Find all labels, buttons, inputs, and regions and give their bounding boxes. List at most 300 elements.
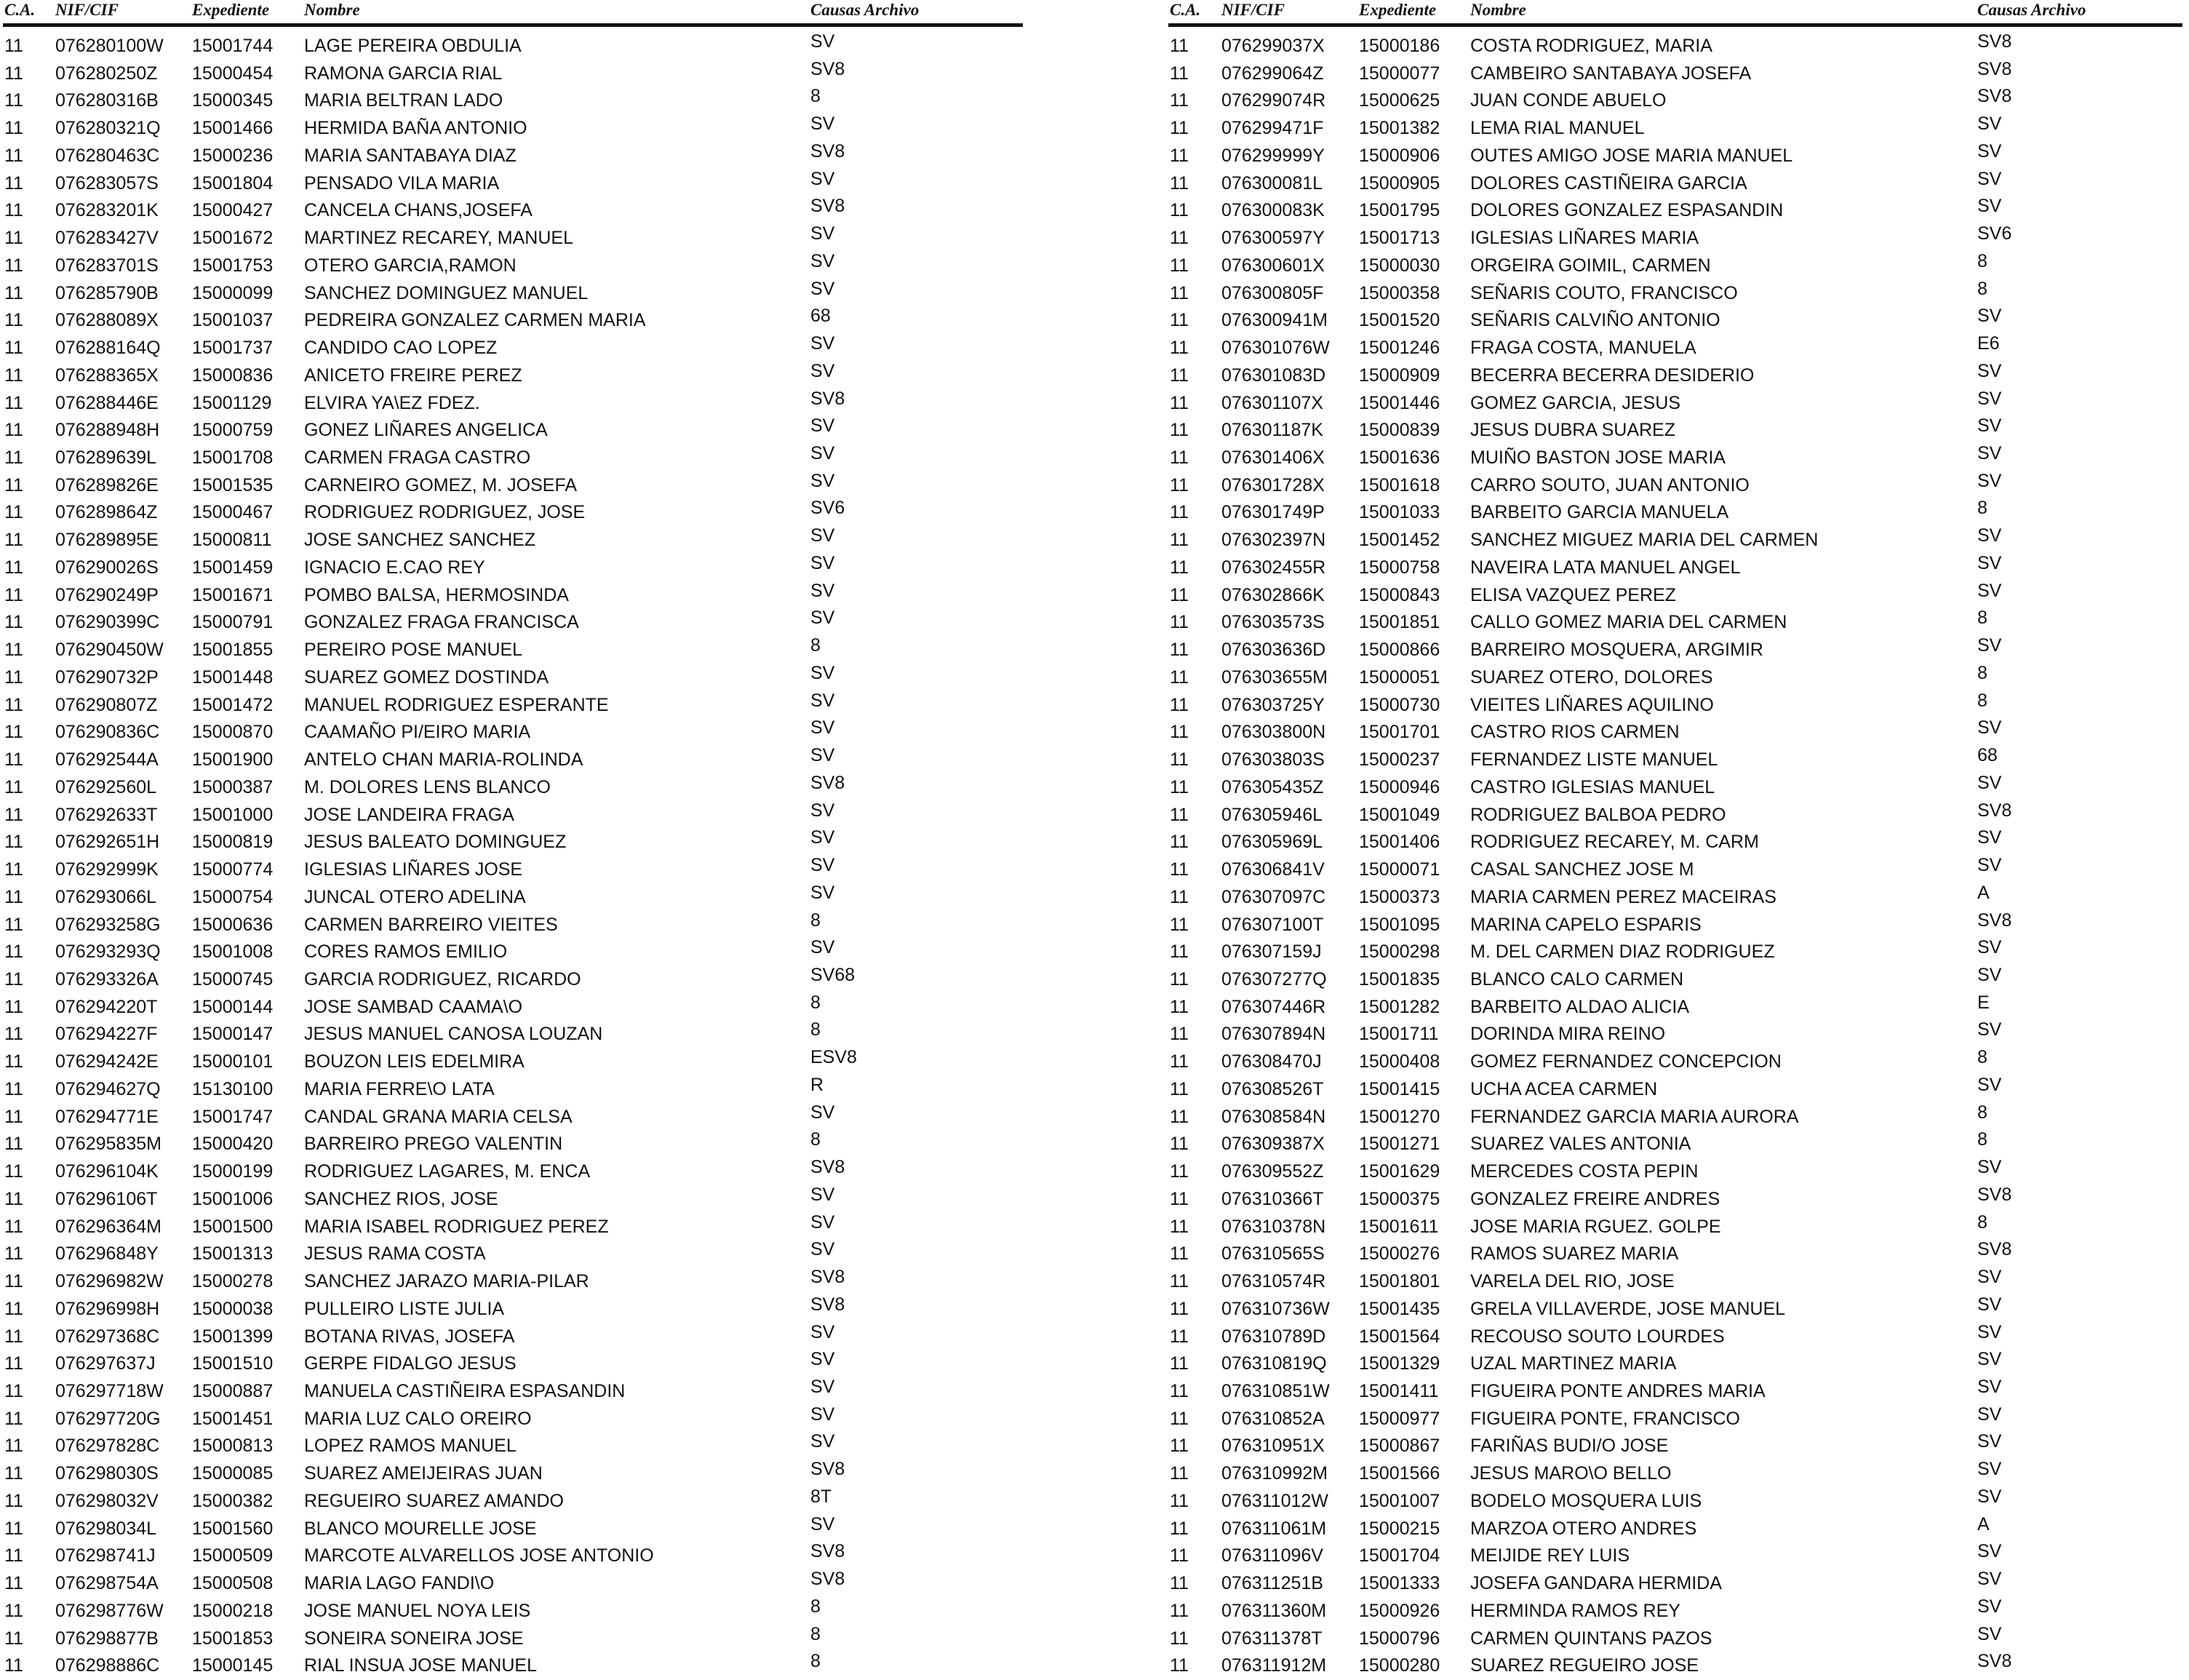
cell-ca: 11 (1170, 36, 1189, 56)
cell-causas: SV (810, 1404, 835, 1425)
table-row (1168, 1513, 2189, 1543)
cell-causas: SV (1977, 443, 2002, 464)
cell-expediente: 15000905 (1359, 172, 1440, 194)
cell-ca: 11 (4, 1380, 23, 1401)
table-row (1168, 140, 2189, 170)
cell-nombre: MARZOA OTERO ANDRES (1470, 1518, 1697, 1539)
cell-nombre: BLANCO MOURELLE JOSE (304, 1518, 537, 1539)
cell-ca: 11 (4, 1051, 23, 1072)
cell-nif: 076311096V (1221, 1545, 1323, 1566)
cell-causas: SV (1977, 1294, 2002, 1315)
cell-nombre: JESUS MARO\O BELLO (1470, 1463, 1672, 1484)
cell-nif: 076309552Z (1221, 1161, 1324, 1182)
cell-nif: 076294220T (55, 996, 158, 1017)
table-row (3, 909, 1029, 939)
cell-ca: 11 (4, 1408, 23, 1429)
cell-nif: 076307446R (1221, 996, 1326, 1017)
cell-nombre: HERMIDA BAÑA ANTONIO (304, 118, 527, 139)
cell-nombre: CARNEIRO GOMEZ, M. JOSEFA (304, 474, 578, 495)
cell-ca: 11 (1170, 63, 1189, 84)
cell-nif: 076307894N (1221, 1024, 1326, 1045)
cell-causas: SV (810, 1513, 835, 1534)
cell-expediente: 15000759 (192, 420, 274, 441)
cell-ca: 11 (1170, 1380, 1189, 1401)
cell-expediente: 15000382 (192, 1490, 274, 1511)
cell-expediente: 15000144 (192, 996, 274, 1017)
cell-expediente: 15001411 (1359, 1380, 1439, 1401)
cell-expediente: 15001472 (192, 694, 274, 715)
table-row (1168, 1241, 2189, 1268)
table-row (1168, 335, 2189, 362)
cell-causas: 8 (1977, 250, 1987, 271)
table-row (1168, 554, 2189, 582)
cell-nombre: JOSEFA GANDARA HERMIDA (1470, 1573, 1722, 1594)
cell-nombre: MARIA LUZ CALO OREIRO (304, 1408, 532, 1429)
cell-nombre: BARREIRO PREGO VALENTIN (304, 1134, 563, 1155)
cell-ca: 11 (4, 1436, 23, 1457)
cell-causas: SV8 (1977, 31, 2012, 52)
cell-expediente: 15001520 (1359, 310, 1440, 331)
cell-expediente: 15000051 (1359, 666, 1440, 688)
cell-nif: 076288948H (55, 420, 160, 441)
table-row (1168, 115, 2189, 143)
table-row (3, 692, 1029, 720)
cell-causas: 8 (1977, 278, 1987, 299)
cell-causas: SV (1977, 1376, 2002, 1397)
cell-nombre: GARCIA RODRIGUEZ, RICARDO (304, 968, 581, 990)
cell-causas: 8 (1977, 608, 1987, 629)
table-row (1168, 1570, 2189, 1598)
cell-nif: 076297637J (55, 1353, 156, 1374)
cell-nombre: MARINA CAPELO ESPARIS (1470, 914, 1702, 935)
cell-causas: SV (1977, 1349, 2002, 1370)
cell-nombre: JESUS MANUEL CANOSA LOUZAN (304, 1024, 603, 1045)
cell-causas: SV (810, 717, 835, 739)
cell-nif: 076299064Z (1221, 63, 1324, 84)
cell-nombre: JOSE SANCHEZ SANCHEZ (304, 530, 536, 551)
cell-causas: SV (810, 114, 835, 135)
cell-expediente: 15001282 (1359, 996, 1440, 1017)
cell-ca: 11 (4, 90, 23, 111)
cell-nombre: MARIA SANTABAYA DIAZ (304, 145, 517, 166)
cell-ca: 11 (4, 36, 23, 56)
cell-nombre: JOSE MANUEL NOYA LEIS (304, 1600, 531, 1621)
table-row (3, 1131, 1029, 1158)
cell-ca: 11 (4, 640, 23, 661)
table-row (1168, 1048, 2189, 1076)
cell-expediente: 15000420 (192, 1134, 274, 1155)
header-expediente: Expediente (192, 1, 270, 19)
cell-nif: 076303800N (1221, 722, 1326, 743)
cell-nif: 076290399C (55, 612, 160, 633)
cell-causas: SV (810, 223, 835, 244)
cell-expediente: 15000071 (1359, 859, 1440, 880)
cell-nombre: PULLEIRO LISTE JULIA (304, 1298, 505, 1319)
cell-nif: 076311061M (1221, 1518, 1327, 1539)
cell-nif: 076297368C (55, 1326, 160, 1347)
cell-nif: 076280100W (55, 36, 164, 56)
cell-nombre: CANDAL GRANA MARIA CELSA (304, 1106, 573, 1127)
cell-expediente: 15000906 (1359, 145, 1440, 166)
cell-ca: 11 (1170, 776, 1189, 797)
cell-causas: SV (1977, 964, 2002, 985)
cell-nombre: FERNANDEZ GARCIA MARIA AURORA (1470, 1106, 1799, 1127)
cell-ca: 11 (1170, 722, 1189, 743)
cell-expediente: 15001329 (1359, 1353, 1440, 1374)
table-row (3, 1488, 1029, 1516)
table-row (1168, 280, 2189, 308)
cell-nombre: VARELA DEL RIO, JOSE (1470, 1271, 1675, 1292)
cell-expediente: 15001744 (192, 36, 274, 56)
cell-nombre: MERCEDES COSTA PEPIN (1470, 1161, 1699, 1182)
cell-ca: 11 (1170, 282, 1189, 303)
cell-causas: SV (810, 415, 835, 437)
cell-nif: 076290807Z (55, 694, 158, 715)
cell-ca: 11 (4, 1024, 23, 1045)
cell-ca: 11 (1170, 1436, 1189, 1457)
cell-nif: 076303636D (1221, 640, 1326, 661)
cell-expediente: 15001618 (1359, 474, 1440, 495)
table-row (3, 115, 1029, 143)
cell-nombre: UZAL MARTINEZ MARIA (1470, 1353, 1677, 1374)
cell-expediente: 15000099 (192, 282, 274, 303)
cell-nif: 076311251B (1221, 1573, 1323, 1594)
table-row (1168, 909, 2189, 939)
cell-nif: 076294227F (55, 1024, 158, 1045)
cell-nombre: BOUZON LEIS EDELMIRA (304, 1051, 525, 1072)
cell-nombre: GONZALEZ FRAGA FRANCISCA (304, 612, 579, 633)
cell-expediente: 15000977 (1359, 1408, 1440, 1429)
cell-ca: 11 (4, 804, 23, 825)
cell-ca: 11 (4, 941, 23, 963)
cell-expediente: 15000101 (192, 1051, 274, 1072)
table-row (3, 1652, 1029, 1680)
cell-causas: SV (1977, 196, 2002, 217)
cell-expediente: 15001560 (192, 1518, 274, 1539)
cell-ca: 11 (1170, 1490, 1189, 1511)
cell-nif: 076301187K (1221, 420, 1323, 441)
cell-expediente: 15001399 (192, 1326, 274, 1347)
cell-causas: SV (810, 168, 835, 189)
cell-nombre: RODRIGUEZ RECAREY, M. CARM (1470, 832, 1759, 853)
cell-ca: 11 (1170, 640, 1189, 661)
cell-nombre: JOSE LANDEIRA FRAGA (304, 804, 514, 825)
cell-causas: SV (1977, 114, 2002, 135)
cell-nombre: CARRO SOUTO, JUAN ANTONIO (1470, 474, 1750, 495)
header-causas: Causas Archivo (1977, 1, 2086, 19)
cell-expediente: 15001629 (1359, 1161, 1440, 1182)
table-row (1168, 1433, 2189, 1460)
cell-nombre: RECOUSO SOUTO LOURDES (1470, 1326, 1725, 1347)
header-rule (1168, 23, 2182, 27)
cell-nombre: RAMONA GARCIA RIAL (304, 63, 503, 84)
cell-nombre: CASTRO RIOS CARMEN (1470, 722, 1680, 743)
cell-nif: 076310366T (1221, 1188, 1324, 1209)
cell-expediente: 15001000 (192, 804, 274, 825)
table-row (1168, 1406, 2189, 1433)
cell-expediente: 15000038 (192, 1298, 274, 1319)
cell-nombre: FRAGA COSTA, MANUELA (1470, 338, 1696, 359)
cell-causas: E6 (1977, 333, 2000, 354)
cell-nif: 076288164Q (55, 338, 161, 359)
cell-ca: 11 (4, 1545, 23, 1566)
cell-nombre: ANTELO CHAN MARIA-ROLINDA (304, 749, 583, 771)
table-row (3, 362, 1029, 390)
right-column-block (1168, 0, 2189, 1676)
cell-causas: SV (1977, 388, 2002, 409)
cell-nombre: GRELA VILLAVERDE, JOSE MANUEL (1470, 1298, 1786, 1319)
table-row (1168, 1323, 2189, 1351)
table-row (3, 390, 1029, 418)
cell-causas: SV (810, 1239, 835, 1260)
cell-expediente: 15000796 (1359, 1628, 1440, 1649)
cell-expediente: 15001095 (1359, 914, 1440, 935)
table-row (3, 1158, 1029, 1186)
header-expediente: Expediente (1359, 1, 1437, 19)
cell-ca: 11 (1170, 1078, 1189, 1099)
cell-nombre: IGNACIO E.CAO REY (304, 557, 485, 578)
cell-nombre: SANCHEZ MIGUEZ MARIA DEL CARMEN (1470, 530, 1819, 551)
table-row (3, 582, 1029, 610)
cell-causas: SV (1977, 772, 2002, 793)
table-row (1168, 60, 2189, 88)
cell-nombre: CORES RAMOS EMILIO (304, 941, 508, 963)
cell-nombre: FIGUEIRA PONTE ANDRES MARIA (1470, 1380, 1766, 1401)
cell-expediente: 15001711 (1359, 1024, 1439, 1045)
cell-ca: 11 (1170, 1408, 1189, 1429)
cell-nombre: LAGE PEREIRA OBDULIA (304, 36, 522, 56)
table-header (1168, 0, 2189, 22)
table-body (3, 33, 1029, 1680)
cell-expediente: 15000375 (1359, 1188, 1440, 1209)
cell-ca: 11 (4, 749, 23, 771)
cell-expediente: 15001448 (192, 666, 274, 688)
cell-nombre: JESUS DUBRA SUAREZ (1470, 420, 1676, 441)
cell-nombre: MUIÑO BASTON JOSE MARIA (1470, 447, 1726, 469)
cell-nif: 076310819Q (1221, 1353, 1327, 1374)
cell-nif: 076311012W (1221, 1490, 1328, 1511)
table-row (3, 1048, 1029, 1076)
table-row (3, 939, 1029, 966)
table-row (3, 1268, 1029, 1296)
cell-causas: SV (1977, 1623, 2002, 1644)
cell-causas: SV (1977, 1569, 2002, 1590)
table-row (3, 499, 1029, 527)
cell-nif: 076298741J (55, 1545, 156, 1566)
cell-nombre: RODRIGUEZ BALBOA PEDRO (1470, 804, 1726, 825)
cell-nombre: DORINDA MIRA REINO (1470, 1024, 1666, 1045)
cell-nombre: BODELO MOSQUERA LUIS (1470, 1490, 1702, 1511)
cell-nif: 076292633T (55, 804, 158, 825)
cell-ca: 11 (4, 530, 23, 551)
cell-causas: R (810, 1074, 824, 1095)
header-nif: NIF/CIF (1221, 1, 1285, 19)
cell-nombre: CAMBEIRO SANTABAYA JOSEFA (1470, 63, 1752, 84)
cell-causas: SV (1977, 470, 2002, 491)
cell-causas: SV (1977, 717, 2002, 739)
cell-nif: 076296982W (55, 1271, 164, 1292)
cell-expediente: 15001853 (192, 1628, 274, 1649)
cell-nif: 076301749P (1221, 502, 1325, 523)
cell-expediente: 15001246 (1359, 338, 1440, 359)
cell-nif: 076299999Y (1221, 145, 1325, 166)
cell-nif: 076294627Q (55, 1078, 161, 1099)
table-row (1168, 692, 2189, 720)
cell-ca: 11 (4, 338, 23, 359)
table-row (1168, 87, 2189, 115)
cell-ca: 11 (4, 859, 23, 880)
table-row (3, 197, 1029, 225)
cell-expediente: 15001671 (192, 584, 274, 605)
cell-ca: 11 (4, 612, 23, 633)
cell-ca: 11 (1170, 502, 1189, 523)
cell-nif: 076302397N (1221, 530, 1326, 551)
cell-causas: 8T (810, 1486, 832, 1507)
cell-nombre: JOSE MARIA RGUEZ. GOLPE (1470, 1216, 1721, 1237)
cell-nif: 076310951X (1221, 1436, 1325, 1457)
cell-nombre: HERMINDA RAMOS REY (1470, 1600, 1680, 1621)
cell-expediente: 15000298 (1359, 941, 1440, 963)
table-row (1168, 829, 2189, 856)
table-row (3, 1076, 1029, 1104)
cell-expediente: 15000373 (1359, 886, 1440, 907)
cell-nombre: DOLORES CASTIÑEIRA GARCIA (1470, 172, 1747, 194)
cell-causas: 8 (810, 1019, 821, 1040)
cell-expediente: 15000237 (1359, 749, 1440, 771)
cell-nif: 076303725Y (1221, 694, 1325, 715)
table-row (3, 966, 1029, 994)
cell-expediente: 15001129 (192, 392, 272, 413)
cell-nif: 076298776W (55, 1600, 164, 1621)
cell-causas: SV8 (1977, 1239, 2012, 1260)
cell-expediente: 15000077 (1359, 63, 1440, 84)
cell-nombre: MARTINEZ RECAREY, MANUEL (304, 228, 573, 249)
cell-nif: 076298030S (55, 1463, 159, 1484)
cell-causas: SV (810, 662, 835, 683)
cell-expediente: 15000791 (192, 612, 274, 633)
cell-causas: SV6 (1977, 223, 2012, 244)
table-row (3, 170, 1029, 198)
cell-nif: 076301107X (1221, 392, 1323, 413)
cell-ca: 11 (4, 502, 23, 523)
cell-causas: SV (1977, 855, 2002, 876)
cell-nif: 076296848Y (55, 1243, 159, 1265)
cell-expediente: 15000427 (192, 200, 274, 221)
cell-expediente: 15000358 (1359, 282, 1440, 303)
cell-nif: 076297828C (55, 1436, 160, 1457)
cell-causas: 8 (810, 909, 821, 931)
cell-ca: 11 (4, 118, 23, 139)
cell-expediente: 15001564 (1359, 1326, 1440, 1347)
cell-nif: 076302866K (1221, 584, 1325, 605)
cell-causas: 8 (810, 992, 821, 1013)
table-row (1168, 664, 2189, 692)
cell-nif: 076283701S (55, 255, 159, 276)
cell-nif: 076289895E (55, 530, 159, 551)
cell-nif: 076311360M (1221, 1600, 1327, 1621)
cell-causas: SV8 (1977, 1184, 2012, 1205)
cell-ca: 11 (4, 1628, 23, 1649)
table-row (1168, 1488, 2189, 1516)
cell-nif: 076290732P (55, 666, 159, 688)
cell-ca: 11 (1170, 1353, 1189, 1374)
table-row (1168, 994, 2189, 1022)
cell-expediente: 15000909 (1359, 365, 1440, 386)
cell-nif: 076280316B (55, 90, 159, 111)
cell-expediente: 15000866 (1359, 640, 1440, 661)
table-row (3, 1296, 1029, 1323)
cell-ca: 11 (4, 914, 23, 935)
cell-ca: 11 (1170, 859, 1189, 880)
cell-ca: 11 (1170, 255, 1189, 276)
cell-ca: 11 (4, 557, 23, 578)
cell-ca: 11 (4, 694, 23, 715)
cell-ca: 11 (1170, 694, 1189, 715)
table-row (3, 1350, 1029, 1378)
cell-ca: 11 (4, 666, 23, 688)
cell-expediente: 15000215 (1359, 1518, 1440, 1539)
cell-nif: 076310736W (1221, 1298, 1330, 1319)
cell-expediente: 15001747 (192, 1106, 274, 1127)
table-row (3, 225, 1029, 252)
cell-causas: 8 (1977, 1129, 1987, 1150)
cell-nif: 076280463C (55, 145, 160, 166)
cell-causas: SV (1977, 937, 2002, 958)
cell-causas: ESV8 (810, 1047, 857, 1068)
cell-nif: 076290249P (55, 584, 159, 605)
cell-causas: 8 (810, 86, 821, 107)
cell-ca: 11 (1170, 996, 1189, 1017)
cell-nif: 076297718W (55, 1380, 164, 1401)
table-row (3, 1021, 1029, 1048)
cell-expediente: 15000730 (1359, 694, 1440, 715)
cell-expediente: 15001459 (192, 557, 274, 578)
cell-nif: 076293326A (55, 968, 159, 990)
cell-nif: 076305435Z (1221, 776, 1324, 797)
cell-causas: SV (1977, 635, 2002, 656)
cell-expediente: 15000754 (192, 886, 274, 907)
table-row (1168, 1158, 2189, 1186)
cell-nif: 076280321Q (55, 118, 161, 139)
cell-ca: 11 (1170, 1545, 1189, 1566)
table-row (3, 280, 1029, 308)
header-rule (3, 23, 1023, 27)
table-row (1168, 856, 2189, 884)
cell-expediente: 15001406 (1359, 832, 1440, 853)
cell-causas: 68 (1977, 745, 1998, 766)
table-row (3, 307, 1029, 335)
cell-ca: 11 (4, 63, 23, 84)
cell-ca: 11 (4, 1106, 23, 1127)
cell-ca: 11 (1170, 749, 1189, 771)
cell-nombre: BECERRA BECERRA DESIDERIO (1470, 365, 1755, 386)
cell-nombre: COSTA RODRIGUEZ, MARIA (1470, 36, 1712, 56)
cell-nombre: SANCHEZ RIOS, JOSE (304, 1188, 498, 1209)
table-row (1168, 966, 2189, 994)
cell-expediente: 15000218 (192, 1600, 274, 1621)
table-row (3, 140, 1029, 170)
table-row (1168, 1652, 2189, 1680)
cell-causas: SV (1977, 1157, 2002, 1178)
table-row (1168, 362, 2189, 390)
cell-ca: 11 (4, 420, 23, 441)
cell-nombre: JESUS BALEATO DOMINGUEZ (304, 832, 567, 853)
cell-causas: SV (810, 31, 835, 52)
cell-ca: 11 (1170, 1463, 1189, 1484)
table-row (3, 609, 1029, 637)
cell-causas: SV (1977, 1321, 2002, 1342)
cell-nif: 076307100T (1221, 914, 1324, 935)
